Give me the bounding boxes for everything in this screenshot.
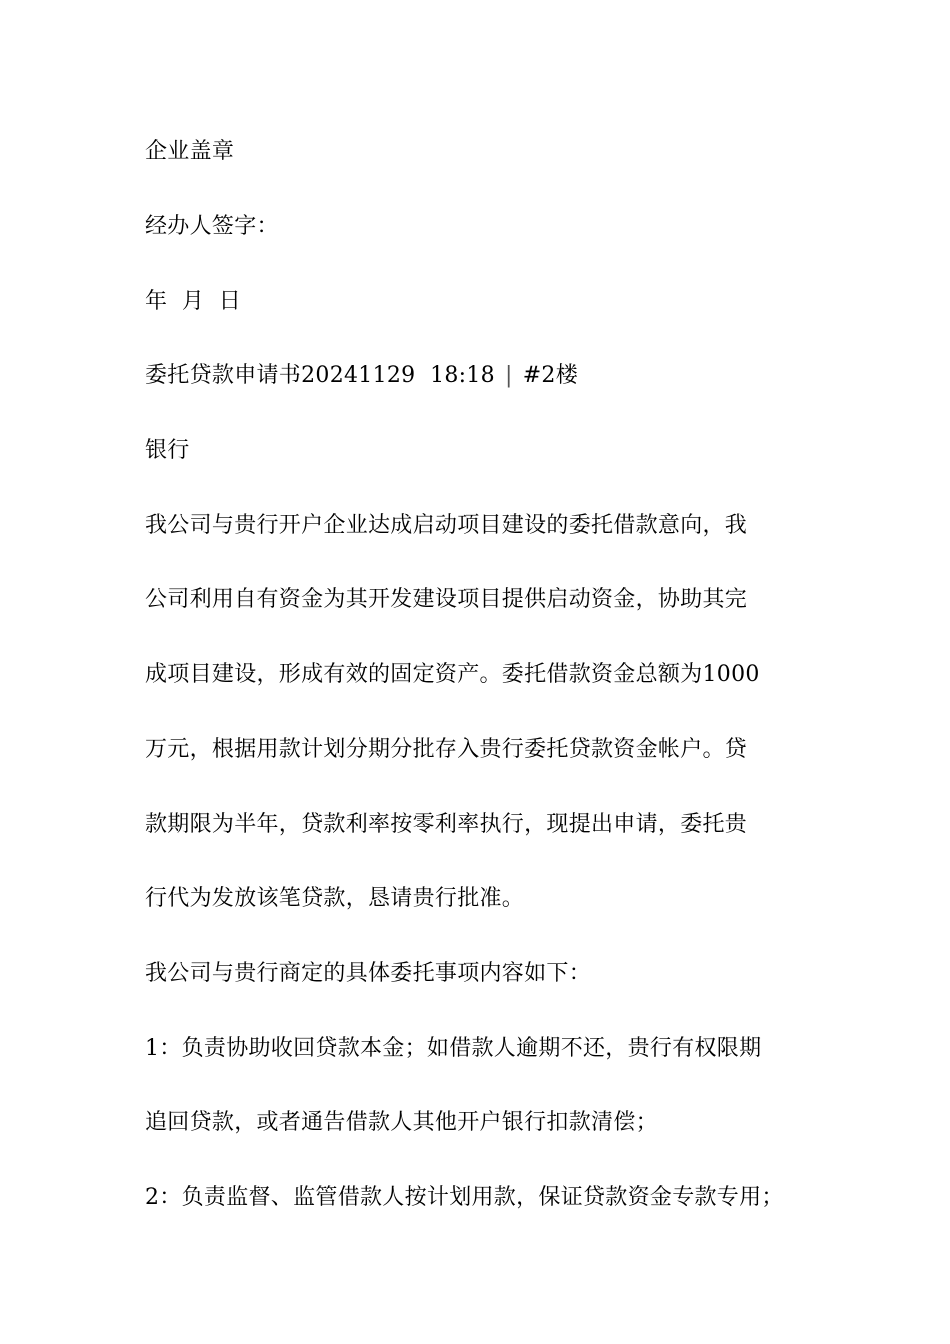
post-title: 委托贷款申请书20241129 18:18 (145, 363, 495, 388)
body-line: 成项目建设，形成有效的固定资产。委托借款资金总额为1000 (145, 662, 760, 687)
post-header (145, 362, 578, 390)
body-line: 行代为发放该笔贷款，恳请贵行批准。 (145, 886, 525, 911)
items-intro: 我公司与贵行商定的具体委托事项内容如下： (145, 961, 592, 986)
handler-signature-label: 经办人签字： (145, 214, 279, 239)
body-line: 公司利用自有资金为其开发建设项目提供启动资金，协助其完 (145, 587, 748, 612)
item-line: 2：负责监督、监管借款人按计划用款，保证贷款资金专款专用； (145, 1185, 784, 1210)
post-floor: #2楼 (522, 363, 579, 388)
item-line: 追回贷款，或者通告借款人其他开户银行扣款清偿； (145, 1110, 658, 1135)
body-line: 款期限为半年，贷款利率按零利率执行，现提出申请，委托贵 (145, 812, 748, 837)
addressee: 银行 (145, 438, 190, 463)
body-line: 万元，根据用款计划分期分批存入贵行委托贷款资金帐户。贷 (145, 737, 748, 762)
date-label: 年 月 日 (145, 289, 242, 314)
post-separator: | (504, 363, 513, 388)
item-line: 1：负责协助收回贷款本金；如借款人逾期不还，贵行有权限期 (145, 1036, 762, 1061)
body-line: 我公司与贵行开户企业达成启动项目建设的委托借款意向，我 (145, 513, 748, 538)
seal-label: 企业盖章 (145, 139, 235, 164)
